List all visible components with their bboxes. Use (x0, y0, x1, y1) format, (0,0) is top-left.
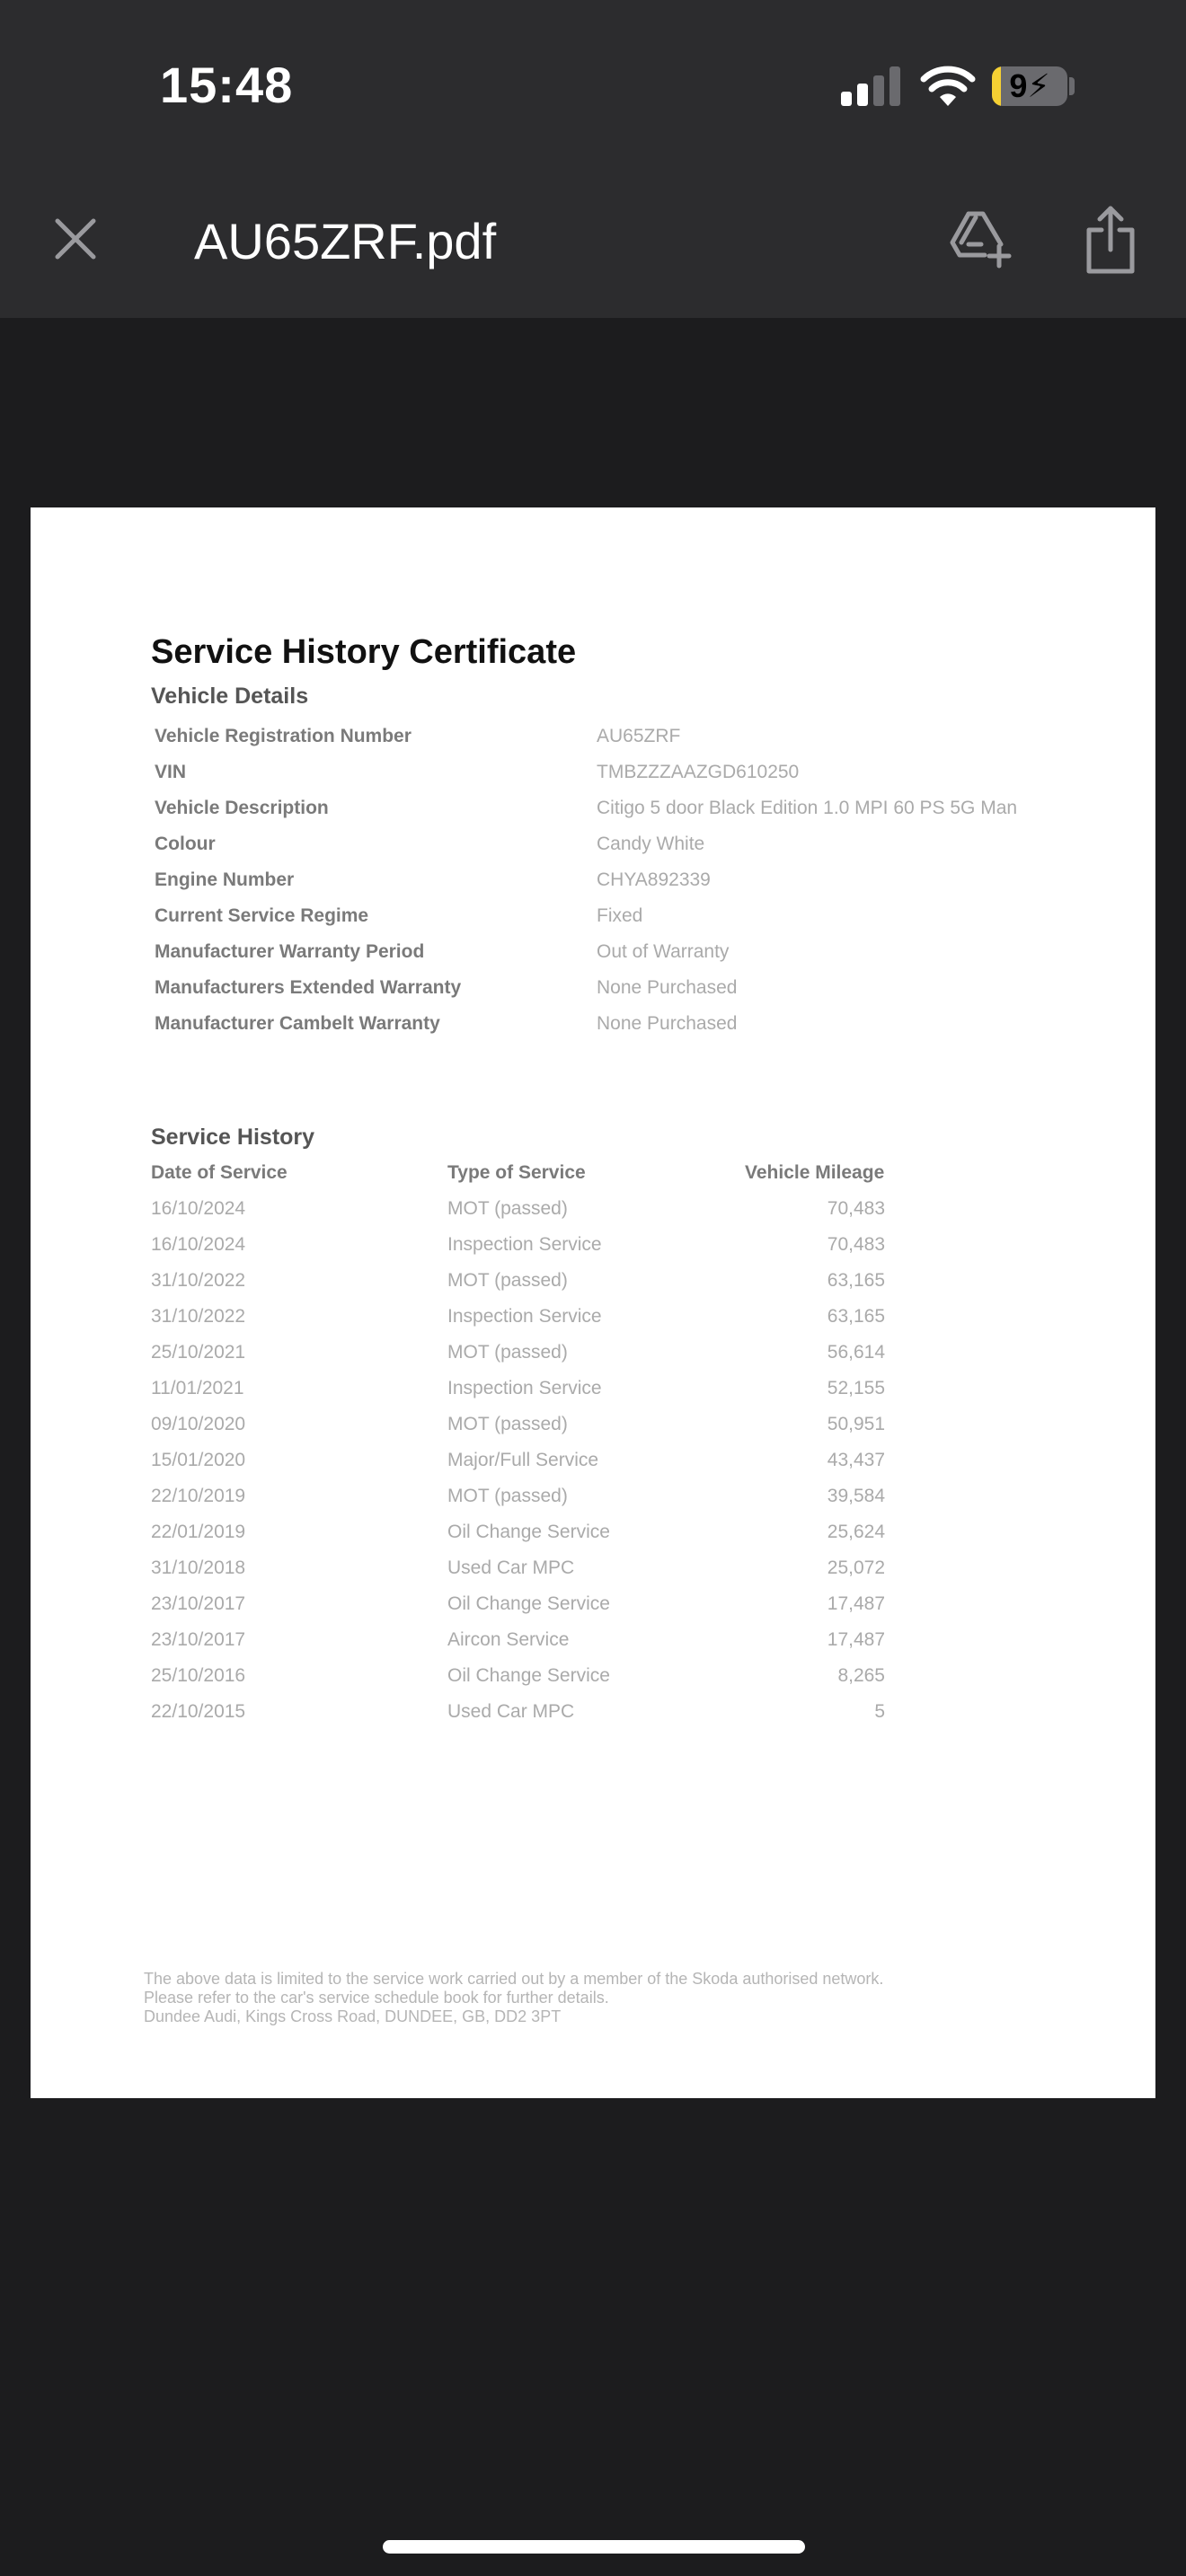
service-date: 31/10/2018 (151, 1557, 246, 1578)
service-date: 25/10/2016 (151, 1665, 246, 1686)
top-bar (0, 0, 1186, 318)
home-indicator[interactable] (383, 2540, 805, 2554)
service-type: Used Car MPC (447, 1701, 575, 1722)
service-type: Inspection Service (447, 1234, 602, 1255)
service-mileage: 52,155 (827, 1378, 885, 1398)
vehicle-detail-row (155, 834, 1125, 869)
service-mileage: 70,483 (827, 1234, 885, 1255)
table-row (151, 1450, 960, 1486)
service-mileage: 63,165 (827, 1306, 885, 1327)
battery-level: 9 ⚡ (1009, 67, 1050, 104)
vehicle-detail-row (155, 798, 1125, 834)
detail-value: Out of Warranty (597, 941, 730, 962)
service-type: Major/Full Service (447, 1450, 599, 1470)
table-row (151, 1198, 960, 1234)
table-row (151, 1414, 960, 1450)
column-header-type: Type of Service (447, 1162, 586, 1183)
vehicle-detail-row (155, 941, 1125, 977)
detail-label: Engine Number (155, 869, 295, 890)
detail-label: Manufacturers Extended Warranty (155, 977, 462, 998)
service-mileage: 17,487 (827, 1629, 885, 1650)
service-type: MOT (passed) (447, 1270, 568, 1291)
service-mileage: 50,951 (827, 1414, 885, 1434)
service-mileage: 25,072 (827, 1557, 885, 1578)
service-type: MOT (passed) (447, 1342, 568, 1363)
service-type: MOT (passed) (447, 1486, 568, 1506)
table-row (151, 1629, 960, 1665)
service-date: 23/10/2017 (151, 1629, 246, 1650)
vehicle-detail-row (155, 726, 1125, 762)
detail-value: TMBZZZAAZGD610250 (597, 762, 800, 782)
detail-value: None Purchased (597, 1013, 738, 1034)
table-row (151, 1557, 960, 1593)
footer-line: The above data is limited to the service work carried out by a member of the Skoda authorised network. (144, 1970, 884, 1988)
vehicle-details-heading: Vehicle Details (151, 684, 309, 709)
service-type: MOT (passed) (447, 1414, 568, 1434)
detail-label: Manufacturer Warranty Period (155, 941, 425, 962)
column-header-mileage: Vehicle Mileage (745, 1162, 885, 1183)
detail-value: AU65ZRF (597, 726, 681, 746)
certificate-title: Service History Certificate (151, 633, 577, 671)
service-date: 31/10/2022 (151, 1306, 246, 1327)
detail-value: Fixed (597, 905, 643, 926)
share-button[interactable] (1084, 205, 1137, 275)
detail-label: Manufacturer Cambelt Warranty (155, 1013, 440, 1034)
service-date: 11/01/2021 (151, 1378, 244, 1398)
vehicle-detail-row (155, 762, 1125, 798)
service-date: 25/10/2021 (151, 1342, 246, 1363)
vehicle-detail-row (155, 977, 1125, 1013)
add-to-drive-icon (952, 214, 1009, 266)
service-date: 09/10/2020 (151, 1414, 246, 1434)
detail-value: CHYA892339 (597, 869, 711, 890)
vehicle-detail-row (155, 869, 1125, 905)
table-row (151, 1234, 960, 1270)
battery-tip (1069, 77, 1075, 95)
status-time: 15:48 (160, 57, 294, 113)
footer-line: Dundee Audi, Kings Cross Road, DUNDEE, GB, DD2 3PT (144, 2007, 562, 2025)
vehicle-detail-row (155, 1013, 1125, 1049)
share-icon (1089, 208, 1132, 271)
service-date: 22/01/2019 (151, 1522, 246, 1542)
close-button[interactable] (50, 214, 101, 264)
service-mileage: 39,584 (827, 1486, 885, 1506)
vehicle-detail-row (155, 905, 1125, 941)
service-type: Used Car MPC (447, 1557, 575, 1578)
add-to-drive-button[interactable] (949, 208, 1013, 269)
service-date: 16/10/2024 (151, 1198, 246, 1219)
cellular-signal-icon (839, 66, 902, 106)
table-row (151, 1486, 960, 1522)
table-row (151, 1306, 960, 1342)
service-date: 22/10/2019 (151, 1486, 246, 1506)
service-mileage: 56,614 (827, 1342, 885, 1363)
service-mileage: 17,487 (827, 1593, 885, 1614)
service-mileage: 8,265 (837, 1665, 885, 1686)
footer-line: Please refer to the car's service schedule book for further details. (144, 1989, 609, 2007)
service-type: Oil Change Service (447, 1665, 610, 1686)
service-type: Oil Change Service (447, 1593, 610, 1614)
service-date: 31/10/2022 (151, 1270, 246, 1291)
service-mileage: 70,483 (827, 1198, 885, 1219)
service-history-heading: Service History (151, 1125, 315, 1150)
table-row (151, 1270, 960, 1306)
service-mileage: 63,165 (827, 1270, 885, 1291)
detail-label: Vehicle Registration Number (155, 726, 412, 746)
detail-label: Vehicle Description (155, 798, 329, 818)
service-date: 15/01/2020 (151, 1450, 246, 1470)
table-row (151, 1593, 960, 1629)
service-type: Aircon Service (447, 1629, 570, 1650)
service-mileage: 25,624 (827, 1522, 885, 1542)
service-type: Inspection Service (447, 1378, 602, 1398)
detail-value: Citigo 5 door Black Edition 1.0 MPI 60 PS 5G Man (597, 798, 1018, 818)
service-type: Oil Change Service (447, 1522, 610, 1542)
service-date: 22/10/2015 (151, 1701, 246, 1722)
table-row (151, 1665, 960, 1701)
column-header-date: Date of Service (151, 1162, 288, 1183)
wifi-icon (920, 65, 976, 108)
table-row (151, 1342, 960, 1378)
detail-label: Current Service Regime (155, 905, 369, 926)
detail-label: VIN (155, 762, 187, 782)
service-mileage: 43,437 (827, 1450, 885, 1470)
service-type: Inspection Service (447, 1306, 602, 1327)
document-title: AU65ZRF.pdf (194, 213, 497, 269)
detail-label: Colour (155, 834, 216, 854)
service-date: 16/10/2024 (151, 1234, 246, 1255)
table-row (151, 1378, 960, 1414)
table-row (151, 1701, 960, 1737)
service-mileage: 5 (874, 1701, 885, 1722)
footer-note (144, 1970, 1042, 2026)
battery-charging-icon (992, 66, 1067, 106)
close-icon (58, 221, 93, 257)
detail-value: None Purchased (597, 977, 738, 998)
pdf-page[interactable] (31, 507, 1155, 2098)
detail-value: Candy White (597, 834, 705, 854)
service-type: MOT (passed) (447, 1198, 568, 1219)
service-date: 23/10/2017 (151, 1593, 246, 1614)
table-row (151, 1522, 960, 1557)
